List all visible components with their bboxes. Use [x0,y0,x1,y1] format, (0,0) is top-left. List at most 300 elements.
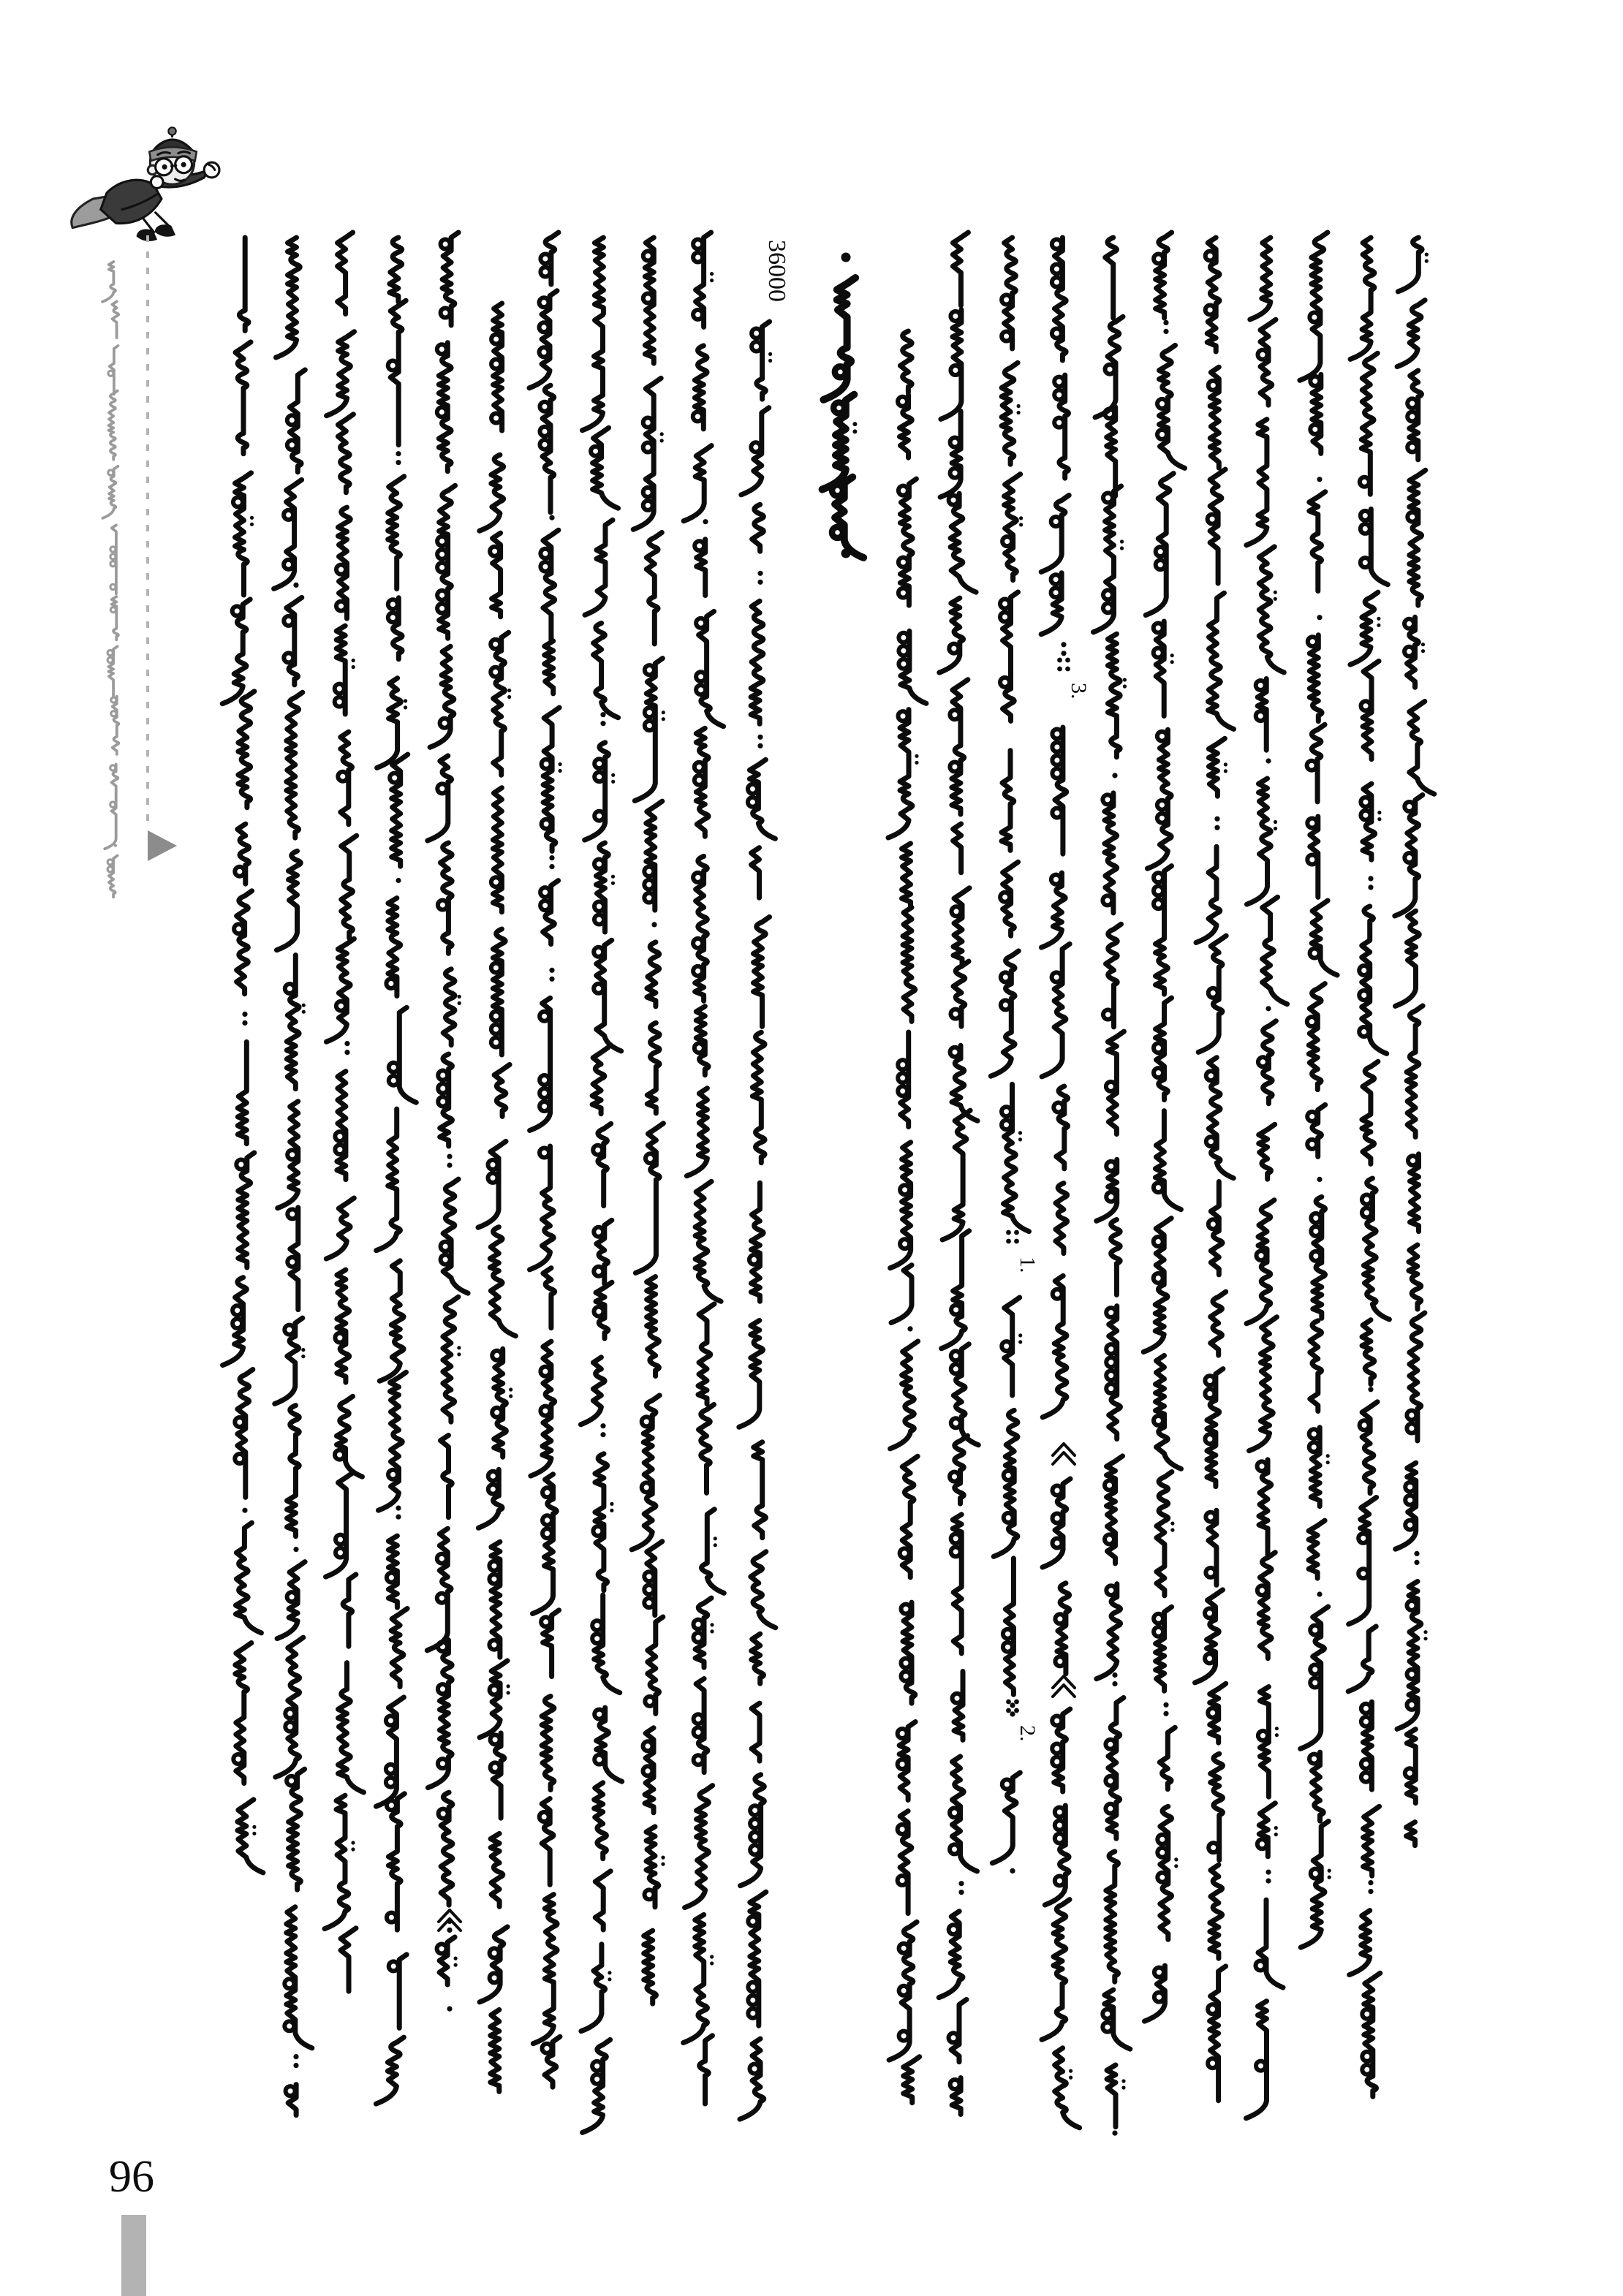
script-loop [1361,524,1370,534]
script-word [698,1304,714,1404]
script-loop [1052,743,1062,752]
script-loop [694,1633,703,1643]
script-loop [1362,1208,1372,1218]
script-loop [389,1076,398,1086]
script-word [391,1609,407,1687]
script-loop [284,616,293,626]
mascot-flying-boy [72,127,219,240]
script-word [940,412,961,498]
script-loop [1310,1678,1320,1688]
script-dot [915,754,918,758]
script-word [1196,846,1220,942]
script-word [428,756,452,841]
script-loop [748,797,757,807]
script-loop [492,1351,502,1360]
script-word [1198,936,1226,1052]
script-word [635,1124,663,1273]
script-dot [714,1543,717,1547]
script-loop [1053,1103,1063,1113]
script-loop [643,294,653,303]
script-loop [335,697,344,707]
script-loop [646,1153,655,1163]
script-dot [1275,1727,1279,1730]
script-punct-dot [1414,1551,1419,1556]
script-loop [438,1759,447,1768]
script-loop [950,365,960,375]
script-dot [351,1847,355,1851]
script-loop [285,984,295,993]
script-punct-dot [757,580,763,585]
script-punct-dot [1368,884,1373,890]
script-punct-dot [1266,1870,1271,1875]
script-loop [1055,1656,1064,1666]
script-word [994,1410,1018,1556]
script-dot [352,665,355,669]
script-word [1155,1111,1181,1210]
section-body-right [888,232,1434,2136]
script-loop [593,1526,602,1536]
script-loop [1205,1376,1214,1385]
script-dot [509,1387,512,1391]
script-dot [457,1352,461,1356]
script-dot [852,429,857,433]
script-word [904,2057,920,2103]
script-word [1146,474,1173,615]
script-loop [388,599,398,609]
script-word [427,1528,451,1651]
script-word [1005,1558,1013,1694]
script-dot [1120,539,1124,543]
script-word [480,455,504,531]
script-word [490,1227,515,1336]
script-loop [1361,797,1370,807]
script-loop [1408,1156,1418,1165]
script-word [953,232,968,306]
script-loop [592,2061,602,2071]
script-loop [491,1762,500,1772]
script-word [752,848,760,898]
script-loop [1307,855,1317,865]
script-loop [1052,1757,1062,1767]
script-word [594,1783,607,1859]
script-loop [949,644,958,653]
script-word [238,1370,253,1498]
script-punct-dot [958,1881,964,1886]
section-sidebar-note [102,262,118,897]
script-loop [695,776,704,785]
script-punct-dot [396,460,401,465]
script-loop [1154,648,1163,658]
script-word [287,1406,300,1537]
script-word [543,1268,555,1328]
script-word [327,332,355,416]
script-loop [284,560,293,569]
script-punct-dot [1317,615,1322,620]
script-word [494,1064,510,1116]
script-word [1309,492,1325,591]
script-loop [694,1755,703,1765]
script-word [379,1372,406,1510]
script-loop [111,711,116,716]
script-loop [951,1009,961,1019]
script-loop [542,1528,552,1538]
script-word [593,428,618,508]
script-loop [644,880,654,890]
script-dot [1170,660,1174,664]
script-punct-dot [600,712,605,717]
script-punct-dot [1214,817,1219,822]
script-loop [108,470,113,475]
script-loop [1208,2058,1217,2068]
script-word [1108,1698,1124,1839]
script-loop [643,418,653,428]
script-loop [1154,1614,1163,1624]
script-word [238,1042,246,1143]
script-loop [645,1890,654,1899]
script-dot [710,1629,714,1633]
script-punct-dot [757,735,763,740]
script-loop [1311,1869,1320,1879]
script-loop [1106,1162,1116,1171]
script-loop [1407,1411,1416,1420]
script-dot [852,422,857,426]
script-word [888,710,912,838]
script-loop [1407,1424,1416,1433]
script-dot [1019,523,1023,526]
script-word [1107,2065,1116,2127]
script-loop [694,1620,703,1629]
script-loop [335,1132,344,1141]
script-loop [540,298,549,307]
script-loop [593,1145,602,1155]
script-word [751,601,763,724]
script-loop [287,1150,297,1159]
script-loop [1103,603,1113,613]
script-word [1398,238,1422,292]
script-loop [898,711,908,721]
script-dot [1017,411,1021,414]
script-dot [1170,1522,1174,1526]
script-loop [594,1710,604,1719]
script-loop [645,708,654,717]
script-word [274,480,302,588]
script-punct-dot [757,571,763,576]
script-dot [1019,516,1023,520]
script-word [1208,738,1225,796]
script-loop [1105,1740,1115,1749]
script-loop [693,240,703,249]
script-dot [1174,1864,1178,1868]
script-punct-dot [396,1506,401,1511]
script-loop [748,1917,757,1926]
script-word [699,1405,714,1493]
mongolian-colon-dot [1006,1708,1011,1713]
script-word [1208,593,1234,729]
script-loop [110,584,116,589]
script-loop [1002,295,1011,305]
script-punct-dot [1317,477,1322,482]
script-loop [952,906,961,916]
script-loop [1208,988,1218,998]
script-word [480,1927,507,2002]
script-loop [1102,895,1112,905]
script-word [238,1800,263,1873]
script-word [1195,1590,1223,1683]
script-dot [1377,811,1381,814]
script-loop [1362,2052,1372,2061]
script-word [1309,1520,1325,1578]
script-word [1410,470,1426,605]
script-word [581,1944,605,2031]
script-word [235,473,251,595]
script-punct-dot [958,1890,964,1895]
script-word [430,646,454,747]
script-word [276,238,300,357]
script-dot [301,1348,305,1352]
script-word [493,788,502,912]
script-loop [107,651,113,656]
script-punct-dot [1010,1868,1015,1873]
script-loop [336,1001,346,1011]
script-loop [694,1714,703,1724]
script-dot [1326,1460,1330,1464]
script-word [702,1509,725,1594]
script-loop [1105,1804,1115,1814]
script-loop [1154,1068,1163,1077]
mascot-eye-right [181,162,186,167]
script-dot [1274,1826,1278,1830]
script-word [598,1124,611,1205]
script-loop [1257,1839,1267,1849]
script-loop [1258,1731,1268,1740]
script-word [1397,300,1425,367]
script-loop [1407,442,1417,452]
script-loop [749,1255,759,1265]
script-word [341,1928,356,1991]
script-loop [1205,1389,1214,1398]
script-loop [1309,1442,1319,1452]
script-loop [1055,1834,1064,1844]
script-word [277,851,301,950]
script-loop [748,784,757,794]
script-loop [696,618,705,628]
script-loop [594,1227,603,1237]
script-loop [898,1759,907,1769]
script-loop [1154,886,1163,895]
script-loop [1157,1848,1167,1857]
script-punct-dot [396,1515,401,1520]
script-word [390,238,402,302]
script-word [1210,469,1225,583]
script-loop [1154,899,1163,909]
script-loop [1105,1480,1114,1490]
script-word [1056,1086,1068,1169]
script-word [1259,547,1284,672]
script-word [1348,1626,1376,1691]
script-word [376,1697,404,1806]
script-word [1301,1822,1328,1948]
script-loop [1359,1027,1369,1037]
script-word [1094,486,1121,632]
script-loop [1404,802,1414,811]
script-loop [950,1844,959,1854]
script-word [102,466,118,518]
script-dot [1224,762,1227,766]
script-loop [232,606,242,615]
script-punct-dot [293,2063,298,2068]
script-dot [1274,827,1277,830]
script-word [287,955,299,1089]
script-word [275,1318,303,1403]
script-loop [1102,2009,1112,2019]
script-loop [1360,1420,1369,1430]
script-punct-dot [1368,1387,1373,1392]
mascot-boot-front [156,225,175,235]
script-loop [387,1800,396,1810]
script-loop [950,1472,959,1482]
script-loop [950,2080,960,2089]
script-loop [693,253,703,262]
script-loop [540,562,550,572]
script-loop [1106,1357,1116,1367]
script-loop [1154,873,1163,882]
script-loop [1205,1653,1214,1663]
script-word [1362,1320,1374,1384]
script-loop [1052,1744,1062,1754]
script-word [891,1265,912,1323]
script-loop [491,667,500,677]
script-punct-dot [1414,1560,1419,1565]
script-loop [540,1012,549,1021]
script-loop [110,561,116,567]
script-loop [1307,1017,1317,1026]
script-loop [1002,332,1011,341]
script-loop [1309,313,1319,322]
script-punct-dot [549,864,554,869]
script-loop [643,443,653,452]
script-loop [953,1694,962,1703]
script-loop [693,966,703,976]
script-dot [507,1691,510,1694]
script-word [1407,1006,1423,1137]
footer-bar [121,2215,146,2296]
script-dot [1170,653,1174,657]
script-loop [1256,2061,1266,2071]
script-word [900,331,912,393]
script-loop [492,1408,502,1417]
script-word [1041,496,1069,572]
script-loop [284,1979,294,1988]
script-loop [438,1684,447,1694]
script-loop [491,1012,501,1021]
script-word [1211,1292,1226,1355]
script-loop [1156,547,1165,556]
mongolian-colon-dot [1057,667,1062,672]
script-loop [750,1806,760,1815]
script-word [287,692,303,838]
script-word [377,1109,401,1251]
section-section-title [822,278,863,558]
script-word [1263,897,1287,1004]
script-dot [1123,678,1127,681]
script-loop [335,684,344,694]
script-punct-dot [447,1163,452,1168]
script-dot [1328,1869,1331,1873]
script-loop [594,1307,604,1316]
script-dot [660,432,664,436]
script-word [1364,1973,1380,2096]
script-dot [507,689,511,692]
script-loop [1256,681,1266,690]
mongolian-colon-dot [1014,1239,1019,1244]
script-dot [302,1010,306,1014]
script-punct-dot [447,1154,452,1159]
script-dot [1275,1733,1279,1737]
script-punct-dot [1368,1880,1373,1885]
script-loop [336,1548,345,1558]
script-word [326,1198,354,1259]
script-punct-dot [293,1547,298,1552]
script-loop [1105,1534,1114,1544]
script-punct-dot [293,583,298,588]
script-word [696,1007,708,1075]
script-loop [1205,1608,1214,1618]
script-loop [1052,756,1062,765]
script-loop [1154,254,1163,264]
script-loop [1257,1251,1266,1260]
script-loop [899,1944,909,1953]
script-word [991,951,1018,1076]
script-loop [336,565,346,575]
script-loop [693,412,703,421]
script-loop [233,497,243,507]
script-punct-dot [1368,876,1373,881]
script-loop [489,1575,499,1584]
script-dot [1018,1137,1022,1141]
script-word [1097,1584,1121,1679]
script-loop [1307,1140,1317,1149]
script-word [102,262,116,302]
script-loop [1361,1759,1371,1769]
script-loop [1052,240,1062,249]
script-loop [1361,701,1371,711]
script-dot [1328,1876,1331,1879]
script-word [1409,1245,1421,1309]
script-punct-dot [396,451,401,456]
script-word [1056,1183,1067,1254]
script-dot [1274,591,1277,594]
script-word [338,414,353,493]
script-loop [110,765,116,770]
script-word [399,1007,416,1102]
script-loop [490,1973,499,1982]
script-loop [1360,477,1369,487]
script-punct-dot [549,968,554,973]
script-dot [252,1825,256,1829]
script-loop [950,438,960,447]
script-loop [643,501,653,510]
mongolian-colon-dot [1057,658,1062,663]
script-loop [1154,1627,1163,1637]
script-loop [1407,1601,1417,1610]
script-loop [1052,972,1062,982]
script-loop [542,1488,552,1497]
script-loop [437,344,447,354]
script-word [494,1349,507,1457]
script-loop [1361,811,1370,820]
script-punct-dot [1163,329,1168,334]
script-loop [284,653,293,662]
